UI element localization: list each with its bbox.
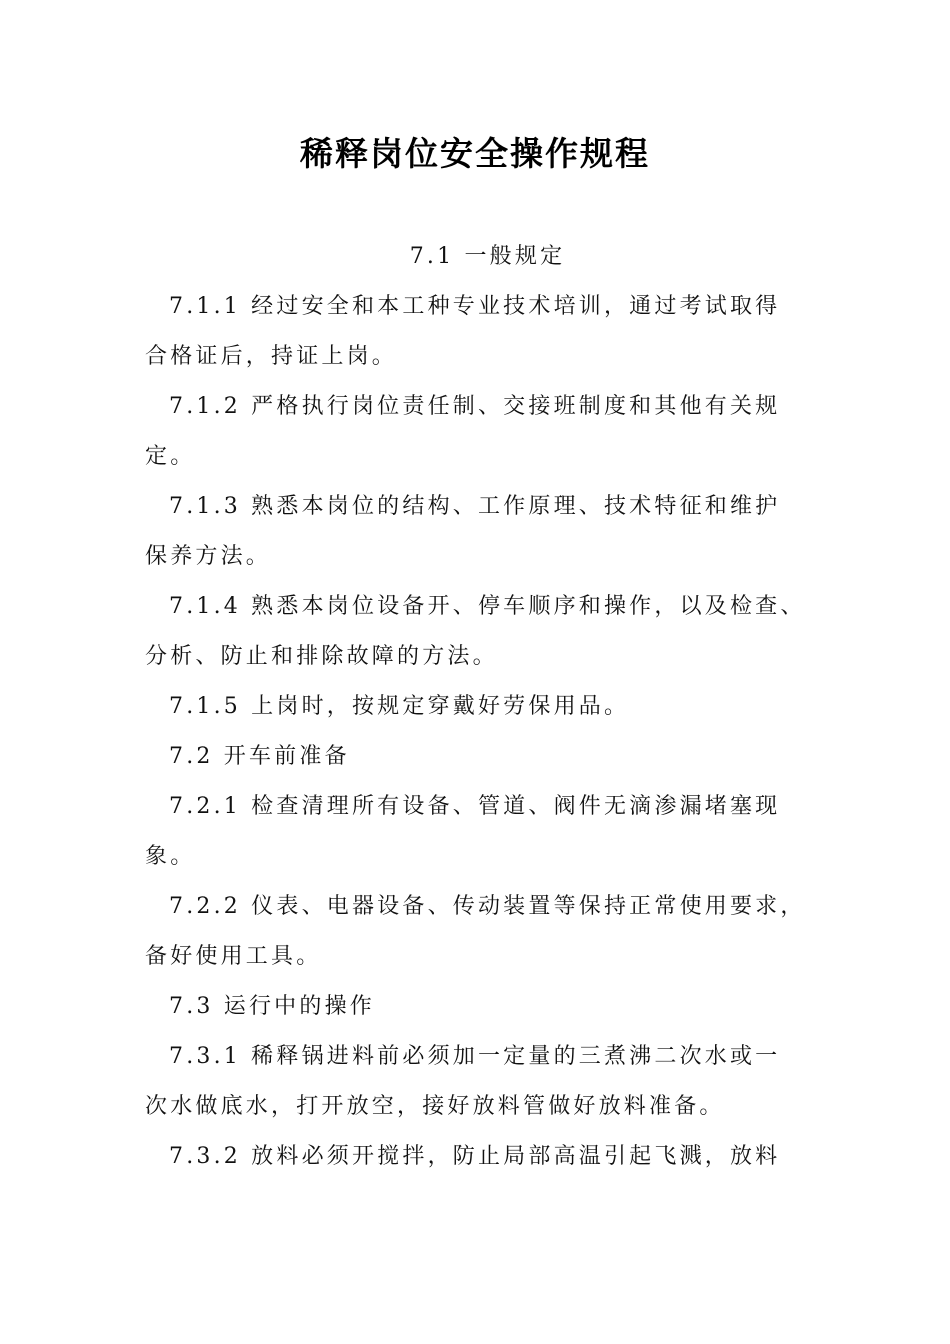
clause-7-2-1: 7.2.1 检查清理所有设备、管道、阀件无滴渗漏堵塞现 [169,794,781,819]
clause-7-1-2: 7.1.2 严格执行岗位责任制、交接班制度和其他有关规 [169,394,781,419]
document-title: 稀释岗位安全操作规程 [300,134,650,173]
section-heading-7-3: 7.3 运行中的操作 [169,994,375,1019]
clause-7-3-1-continuation: 次水做底水，打开放空，接好放料管做好放料准备。 [145,1094,725,1119]
clause-7-2-1-continuation: 象。 [145,844,196,869]
clause-7-1-3: 7.1.3 熟悉本岗位的结构、工作原理、技术特征和维护 [169,494,781,519]
section-heading-7-1: 7.1 一般规定 [409,244,566,269]
clause-7-3-2: 7.3.2 放料必须开搅拌，防止局部高温引起飞溅，放料 [169,1144,781,1169]
section-heading-7-2: 7.2 开车前准备 [169,744,350,769]
clause-7-2-2: 7.2.2 仪表、电器设备、传动装置等保持正常使用要求， [169,894,806,919]
clause-7-1-1-continuation: 合格证后，持证上岗。 [145,344,398,369]
clause-7-1-3-continuation: 保养方法。 [145,544,272,569]
clause-7-1-4: 7.1.4 熟悉本岗位设备开、停车顺序和操作，以及检查、 [169,594,806,619]
clause-7-3-1: 7.3.1 稀释锅进料前必须加一定量的三煮沸二次水或一 [169,1044,781,1069]
clause-7-1-4-continuation: 分析、防止和排除故障的方法。 [145,644,498,669]
clause-7-2-2-continuation: 备好使用工具。 [145,944,322,969]
clause-7-1-2-continuation: 定。 [145,444,196,469]
clause-7-1-1: 7.1.1 经过安全和本工种专业技术培训，通过考试取得 [169,294,781,319]
document-body [145,232,830,1182]
clause-7-1-5: 7.1.5 上岗时，按规定穿戴好劳保用品。 [169,694,630,719]
